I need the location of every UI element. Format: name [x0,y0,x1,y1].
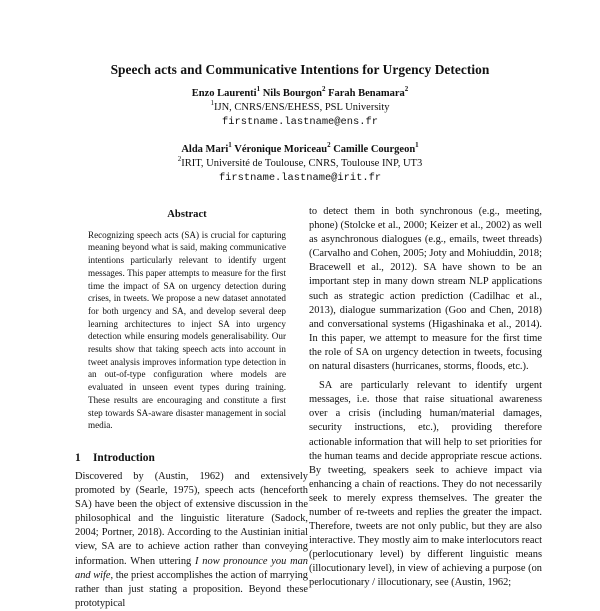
text-run: Discovered by (Austin, 1962) and extensively promoted by (Searle, 1975), speech acts (henceforth SA) have been the object of extensive discussion in the philosophical and the linguistic literature (Sadock, 2004; Portner, 2018). According to the Austinian initial view, SA are to achieve action rather than conveying information. When uttering [75,471,308,567]
intro-paragraph-1 [75,470,308,611]
author-name: Farah Benamara [328,88,405,99]
affiliation-mark: 1 [210,99,214,107]
author-name: Nils Bourgon [262,88,322,99]
author-name: Camille Courgeon [333,144,416,155]
abstract [88,209,286,432]
section-title: Introduction [93,452,155,464]
email-1: firstname.lastname@ens.fr [222,116,378,128]
author-block-2 [0,143,600,185]
affiliation-mark: 2 [327,141,331,149]
author-names-1 [0,87,600,101]
affiliation-2 [0,157,600,171]
author-name: Alda Mari [181,144,229,155]
section-number: 1 [75,452,81,464]
abstract-heading: Abstract [167,209,207,220]
right-paragraph-1: to detect them in both synchronous (e.g., meeting, phone) (Stolcke et al., 2000; Keizer et al., 2002) as well as asynchronous dialogues (e.g., emails, tweet threads) (Carvalho and Cohen, 2005; Joty and Mohiuddin, 2018; Bracewell et al., 2012). SA have shown to be an important step in many down stream NLP applications such as strategic action prediction (Cadilhac et al., 2013), dialogue summarization (Goo and Chen, 2018) and conversational systems (Higashinaka et al., 2014). In this paper, we attempt to measure for the first time the role of SA on urgency detection in tweets, focusing on natural disasters (hurricanes, storms, floods, etc.). [309,206,542,373]
right-paragraph-2: SA are particularly relevant to identify urgent messages, i.e. those that raise situational awareness over a crisis (including human/material damages, security instructions, etc.), providing therefore actionable information that will help to set priorities for the human teams and decide appropriate rescue actions. By tweeting, speakers seek to achieve impact via enhancing a chain of reactions. They do not necessarily seek to merely express themselves. The greater the number of re-tweets and replies the greater the impact. Therefore, tweets are not only public, but they are also interactive. They mostly aim to make interlocutors react (perlocutionary level) by different linguistic means (illocutionary level), in view of achieving a purpose (on perlocutionary / illocutionary, see (Austin, 1962; [309,380,542,589]
affiliation-mark: 2 [404,85,409,93]
affiliation-mark: 1 [228,141,232,149]
affiliation-mark: 1 [415,141,419,149]
author-block-1 [0,87,600,129]
affiliation-mark: 2 [177,155,182,163]
left-column-body [75,470,308,611]
right-column-body [309,205,542,591]
italic-run: I now pronounce you man and wife [75,555,309,581]
affiliation-mark: 2 [321,85,326,93]
author-name: Véronique Moriceau [234,144,328,155]
author-name: Enzo Laurenti [191,88,257,99]
affiliation-text: IJN, CNRS/ENS/EHESS, PSL University [213,102,390,113]
affiliation-text: IRIT, Université de Toulouse, CNRS, Toulouse INP, UT3 [181,158,423,169]
text-run: , the priest accomplishes the action of marrying rather than just stating a proposition. Beyond these prototypical [75,569,308,609]
affiliation-mark: 1 [256,85,261,93]
author-names-2 [0,143,600,157]
section-heading-introduction [75,452,155,464]
abstract-text: Recognizing speech acts (SA) is crucial for capturing meaning beyond what is said, making communicative intentions particularly relevant to identify urgent messages. This paper attempts to measure for the first time the impact of SA on urgency detection during crises, in tweets. We propose a new dataset annotated for both urgency and SA, and develop several deep learning architectures to inject SA into urgency detection while ensuring models generalisability. Our results show that taking speech acts into account in tweet analysis improves information type detection in an out-of-type configuration where models are evaluated in unseen event types during training. These results are encouraging and constitute a first step towards SA-aware disaster management in social media. [88,229,286,431]
email-2: firstname.lastname@irit.fr [218,172,382,184]
affiliation-1 [0,101,600,115]
paper-title: Speech acts and Communicative Intentions for Urgency Detection [110,62,490,77]
